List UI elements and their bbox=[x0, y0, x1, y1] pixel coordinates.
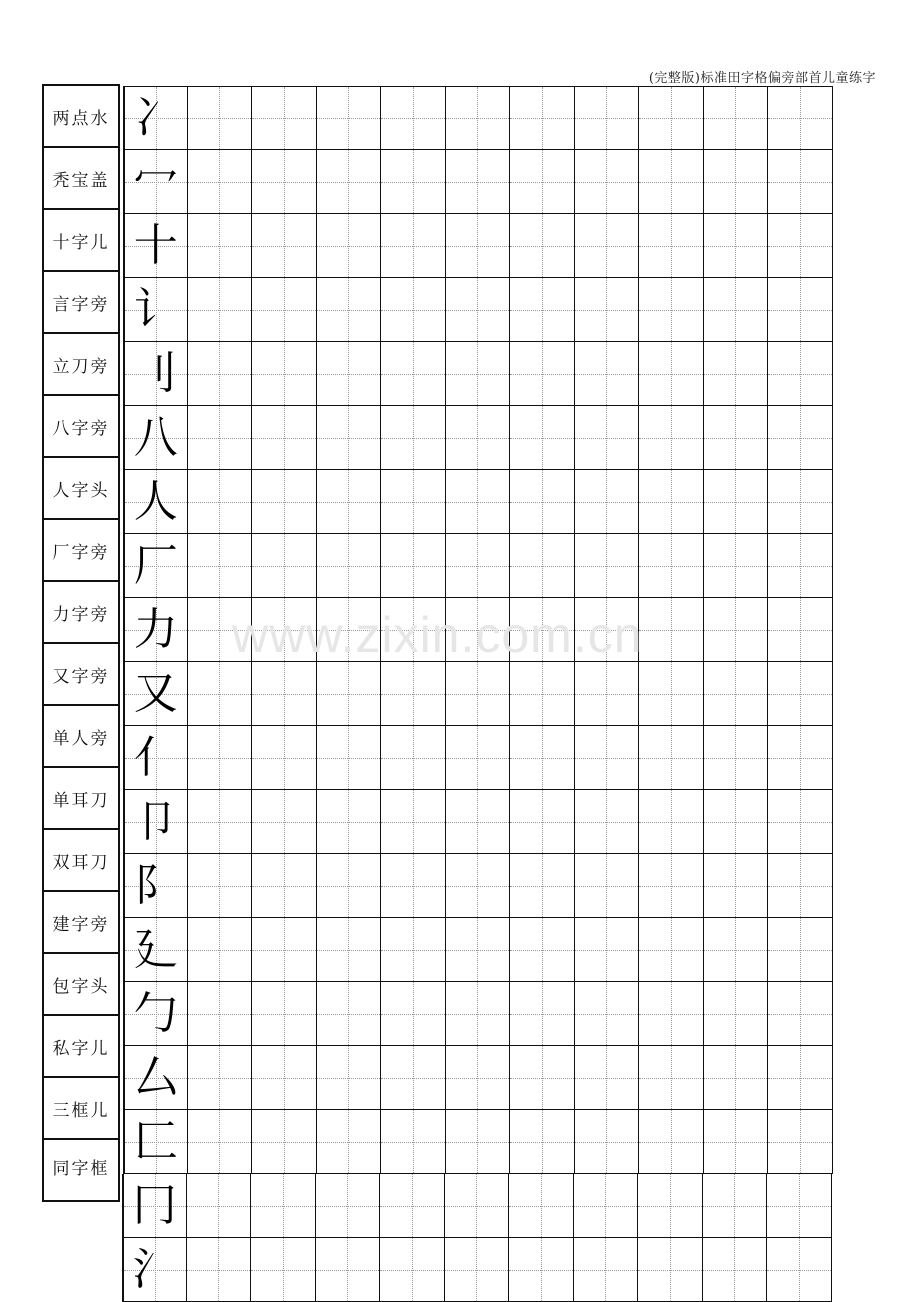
practice-cell[interactable] bbox=[381, 214, 446, 278]
practice-cell[interactable] bbox=[317, 662, 382, 726]
practice-cell[interactable] bbox=[445, 1238, 510, 1302]
practice-cell[interactable] bbox=[252, 726, 317, 790]
practice-cell[interactable] bbox=[510, 278, 575, 342]
practice-cell[interactable] bbox=[446, 534, 511, 598]
practice-row bbox=[123, 150, 833, 214]
practice-cell[interactable] bbox=[639, 790, 704, 854]
model-radical-cell bbox=[123, 150, 188, 214]
practice-cell[interactable] bbox=[575, 1110, 640, 1174]
radical-name-label: 单耳刀 bbox=[42, 766, 120, 830]
practice-cell[interactable] bbox=[381, 854, 446, 918]
practice-cell[interactable] bbox=[768, 470, 833, 534]
practice-cell[interactable] bbox=[252, 854, 317, 918]
practice-cell[interactable] bbox=[704, 470, 769, 534]
practice-cell[interactable] bbox=[252, 790, 317, 854]
practice-cell[interactable] bbox=[188, 278, 253, 342]
practice-row bbox=[123, 214, 833, 278]
model-radical-cell bbox=[123, 1110, 188, 1174]
radical-glyph: 廴 bbox=[133, 923, 178, 975]
radical-glyph: 厶 bbox=[133, 1051, 178, 1103]
practice-cell[interactable] bbox=[188, 790, 253, 854]
practice-cell[interactable] bbox=[575, 278, 640, 342]
radical-name-label: 秃宝盖 bbox=[42, 146, 120, 210]
practice-cell[interactable] bbox=[188, 726, 253, 790]
practice-cell[interactable] bbox=[381, 790, 446, 854]
radical-glyph: 冖 bbox=[133, 155, 178, 207]
practice-row bbox=[123, 1110, 833, 1174]
practice-cell[interactable] bbox=[317, 726, 382, 790]
practice-cell[interactable] bbox=[768, 598, 833, 662]
practice-row bbox=[123, 982, 833, 1046]
practice-row bbox=[123, 918, 833, 982]
practice-cell[interactable] bbox=[381, 918, 446, 982]
practice-cell[interactable] bbox=[510, 150, 575, 214]
practice-row bbox=[123, 406, 833, 470]
practice-cell[interactable] bbox=[380, 1238, 445, 1302]
practice-cell[interactable] bbox=[510, 726, 575, 790]
practice-cell[interactable] bbox=[446, 406, 511, 470]
practice-cell[interactable] bbox=[639, 1110, 704, 1174]
model-radical-cell bbox=[123, 854, 188, 918]
radical-name-label: 八字旁 bbox=[42, 394, 120, 458]
practice-cell[interactable] bbox=[768, 1046, 833, 1110]
practice-cell[interactable] bbox=[252, 342, 317, 406]
practice-cell[interactable] bbox=[639, 854, 704, 918]
practice-cell[interactable] bbox=[446, 918, 511, 982]
practice-cell[interactable] bbox=[510, 214, 575, 278]
practice-cell[interactable] bbox=[768, 150, 833, 214]
radical-glyph: 勹 bbox=[133, 987, 178, 1039]
radical-glyph: 匚 bbox=[133, 1115, 178, 1167]
practice-cell[interactable] bbox=[638, 1174, 703, 1238]
practice-cell[interactable] bbox=[575, 150, 640, 214]
practice-cell[interactable] bbox=[510, 918, 575, 982]
radical-name-column bbox=[42, 86, 120, 1202]
practice-cell[interactable] bbox=[767, 1238, 832, 1302]
radical-glyph: 冂 bbox=[132, 1179, 177, 1231]
practice-cell[interactable] bbox=[704, 342, 769, 406]
radical-glyph: 刂 bbox=[133, 347, 178, 399]
practice-cell[interactable] bbox=[575, 918, 640, 982]
radical-glyph: 讠 bbox=[133, 283, 178, 335]
practice-cell[interactable] bbox=[317, 918, 382, 982]
radical-name-label: 又字旁 bbox=[42, 642, 120, 706]
practice-cell[interactable] bbox=[317, 406, 382, 470]
model-radical-cell bbox=[122, 1174, 187, 1238]
practice-cell[interactable] bbox=[317, 214, 382, 278]
practice-cell[interactable] bbox=[446, 342, 511, 406]
practice-cell[interactable] bbox=[252, 918, 317, 982]
practice-cell[interactable] bbox=[317, 534, 382, 598]
practice-cell[interactable] bbox=[446, 982, 511, 1046]
practice-cell[interactable] bbox=[704, 1110, 769, 1174]
practice-cell[interactable] bbox=[317, 278, 382, 342]
watermark: www.zixin.com.cn bbox=[232, 607, 643, 663]
practice-cell[interactable] bbox=[768, 982, 833, 1046]
practice-cell[interactable] bbox=[639, 278, 704, 342]
practice-cell[interactable] bbox=[251, 1174, 316, 1238]
practice-cell[interactable] bbox=[575, 854, 640, 918]
practice-cell[interactable] bbox=[574, 1174, 639, 1238]
practice-cell[interactable] bbox=[510, 86, 575, 150]
practice-cell[interactable] bbox=[188, 1046, 253, 1110]
radical-name-label: 人字头 bbox=[42, 456, 120, 520]
practice-cell[interactable] bbox=[381, 726, 446, 790]
practice-cell[interactable] bbox=[575, 982, 640, 1046]
practice-cell[interactable] bbox=[188, 598, 253, 662]
radical-name-label: 建字旁 bbox=[42, 890, 120, 954]
radical-glyph: 又 bbox=[133, 667, 178, 719]
radical-name-label: 立刀旁 bbox=[42, 332, 120, 396]
radical-name-label: 三框儿 bbox=[42, 1076, 120, 1140]
practice-cell[interactable] bbox=[509, 1174, 574, 1238]
practice-cell[interactable] bbox=[381, 1046, 446, 1110]
practice-cell[interactable] bbox=[574, 1238, 639, 1302]
radical-glyph: 冫 bbox=[133, 92, 178, 143]
practice-cell[interactable] bbox=[446, 86, 511, 150]
practice-cell[interactable] bbox=[188, 214, 253, 278]
practice-cell[interactable] bbox=[510, 1046, 575, 1110]
practice-cell[interactable] bbox=[768, 342, 833, 406]
radical-name-label: 厂字旁 bbox=[42, 518, 120, 582]
practice-cell[interactable] bbox=[510, 662, 575, 726]
practice-cell[interactable] bbox=[703, 1174, 768, 1238]
practice-cell[interactable] bbox=[704, 214, 769, 278]
practice-cell[interactable] bbox=[510, 598, 575, 662]
practice-cell[interactable] bbox=[317, 1110, 382, 1174]
practice-cell[interactable] bbox=[252, 534, 317, 598]
practice-cell[interactable] bbox=[252, 1046, 317, 1110]
practice-cell[interactable] bbox=[252, 662, 317, 726]
practice-cell[interactable] bbox=[510, 534, 575, 598]
practice-cell[interactable] bbox=[317, 1046, 382, 1110]
practice-cell[interactable] bbox=[317, 150, 382, 214]
radical-name-label: 十字儿 bbox=[42, 208, 120, 272]
practice-cell[interactable] bbox=[639, 982, 704, 1046]
practice-cell[interactable] bbox=[187, 1238, 252, 1302]
practice-row bbox=[123, 1046, 833, 1110]
radical-name-label: 私字儿 bbox=[42, 1014, 120, 1078]
practice-cell[interactable] bbox=[575, 342, 640, 406]
practice-cell[interactable] bbox=[317, 790, 382, 854]
radical-name-label: 言字旁 bbox=[42, 270, 120, 334]
practice-cell[interactable] bbox=[252, 150, 317, 214]
practice-cell[interactable] bbox=[381, 150, 446, 214]
practice-cell[interactable] bbox=[639, 918, 704, 982]
practice-cell[interactable] bbox=[575, 214, 640, 278]
practice-cell[interactable] bbox=[768, 790, 833, 854]
practice-cell[interactable] bbox=[575, 726, 640, 790]
practice-cell[interactable] bbox=[317, 86, 382, 150]
practice-cell[interactable] bbox=[381, 470, 446, 534]
practice-cell[interactable] bbox=[446, 662, 511, 726]
practice-cell[interactable] bbox=[252, 278, 317, 342]
radical-name-label: 单人旁 bbox=[42, 704, 120, 768]
radical-glyph: 人 bbox=[133, 475, 178, 527]
model-radical-cell bbox=[123, 790, 188, 854]
practice-cell[interactable] bbox=[639, 662, 704, 726]
practice-cell[interactable] bbox=[381, 406, 446, 470]
practice-row bbox=[123, 598, 833, 662]
practice-cell[interactable] bbox=[252, 982, 317, 1046]
practice-cell[interactable] bbox=[575, 790, 640, 854]
practice-cell[interactable] bbox=[188, 534, 253, 598]
model-radical-cell bbox=[123, 278, 188, 342]
model-radical-cell bbox=[123, 598, 188, 662]
practice-cell[interactable] bbox=[768, 86, 833, 150]
practice-cell[interactable] bbox=[703, 1238, 768, 1302]
practice-row bbox=[123, 278, 833, 342]
practice-row bbox=[122, 1174, 833, 1238]
practice-cell[interactable] bbox=[381, 598, 446, 662]
practice-cell[interactable] bbox=[639, 86, 704, 150]
radical-name-label: 力字旁 bbox=[42, 580, 120, 644]
practice-cell[interactable] bbox=[187, 1174, 252, 1238]
practice-cell[interactable] bbox=[381, 86, 446, 150]
practice-cell[interactable] bbox=[252, 214, 317, 278]
radical-glyph: 力 bbox=[133, 603, 178, 655]
practice-cell[interactable] bbox=[252, 86, 317, 150]
practice-cell[interactable] bbox=[381, 342, 446, 406]
radical-glyph: 阝 bbox=[133, 859, 178, 911]
practice-cell[interactable] bbox=[575, 1046, 640, 1110]
practice-cell[interactable] bbox=[380, 1174, 445, 1238]
practice-row bbox=[123, 790, 833, 854]
practice-cell[interactable] bbox=[446, 790, 511, 854]
practice-cell[interactable] bbox=[509, 1238, 574, 1302]
model-radical-cell bbox=[123, 1046, 188, 1110]
practice-cell[interactable] bbox=[768, 534, 833, 598]
practice-cell[interactable] bbox=[575, 406, 640, 470]
practice-cell[interactable] bbox=[446, 598, 511, 662]
radical-glyph: 氵 bbox=[132, 1243, 177, 1295]
practice-cell[interactable] bbox=[381, 534, 446, 598]
radical-glyph: 厂 bbox=[133, 539, 178, 591]
practice-row bbox=[122, 1238, 833, 1302]
model-radical-cell bbox=[123, 726, 188, 790]
practice-cell[interactable] bbox=[251, 1238, 316, 1302]
practice-cell[interactable] bbox=[704, 854, 769, 918]
practice-row bbox=[123, 854, 833, 918]
practice-cell[interactable] bbox=[510, 1110, 575, 1174]
practice-cell[interactable] bbox=[188, 662, 253, 726]
model-radical-cell bbox=[122, 1238, 187, 1302]
radical-name-label: 双耳刀 bbox=[42, 828, 120, 892]
practice-cell[interactable] bbox=[252, 1110, 317, 1174]
practice-cell[interactable] bbox=[446, 214, 511, 278]
practice-cell[interactable] bbox=[381, 1110, 446, 1174]
practice-cell[interactable] bbox=[446, 1110, 511, 1174]
practice-cell[interactable] bbox=[188, 470, 253, 534]
practice-cell[interactable] bbox=[188, 854, 253, 918]
document-header: (完整版)标准田字格偏旁部首儿童练字 bbox=[648, 71, 876, 86]
model-radical-cell bbox=[123, 662, 188, 726]
practice-cell[interactable] bbox=[446, 470, 511, 534]
practice-cell[interactable] bbox=[381, 662, 446, 726]
practice-cell[interactable] bbox=[445, 1174, 510, 1238]
practice-cell[interactable] bbox=[316, 1238, 381, 1302]
practice-cell[interactable] bbox=[768, 214, 833, 278]
practice-cell[interactable] bbox=[704, 790, 769, 854]
practice-cell[interactable] bbox=[510, 470, 575, 534]
radical-glyph: 亻 bbox=[133, 731, 178, 783]
practice-cell[interactable] bbox=[704, 406, 769, 470]
practice-cell[interactable] bbox=[639, 150, 704, 214]
practice-cell[interactable] bbox=[768, 278, 833, 342]
practice-row bbox=[123, 86, 833, 150]
practice-cell[interactable] bbox=[638, 1238, 703, 1302]
practice-cell[interactable] bbox=[768, 854, 833, 918]
practice-cell[interactable] bbox=[317, 470, 382, 534]
model-radical-cell bbox=[123, 86, 188, 150]
practice-cell[interactable] bbox=[510, 342, 575, 406]
practice-cell[interactable] bbox=[317, 342, 382, 406]
practice-cell[interactable] bbox=[188, 982, 253, 1046]
practice-cell[interactable] bbox=[317, 598, 382, 662]
practice-cell[interactable] bbox=[639, 406, 704, 470]
practice-cell[interactable] bbox=[188, 150, 253, 214]
practice-cell[interactable] bbox=[188, 406, 253, 470]
practice-row bbox=[123, 470, 833, 534]
practice-cell[interactable] bbox=[704, 662, 769, 726]
tianzige-grid bbox=[123, 86, 833, 1302]
practice-cell[interactable] bbox=[316, 1174, 381, 1238]
practice-cell[interactable] bbox=[768, 662, 833, 726]
practice-cell[interactable] bbox=[704, 86, 769, 150]
radical-name-label: 包字头 bbox=[42, 952, 120, 1016]
radical-glyph: 卩 bbox=[133, 795, 178, 847]
practice-cell[interactable] bbox=[704, 278, 769, 342]
practice-cell[interactable] bbox=[446, 1046, 511, 1110]
practice-cell[interactable] bbox=[252, 598, 317, 662]
practice-cell[interactable] bbox=[317, 982, 382, 1046]
practice-cell[interactable] bbox=[704, 726, 769, 790]
practice-row bbox=[123, 342, 833, 406]
radical-name-label: 两点水 bbox=[42, 84, 120, 148]
practice-cell[interactable] bbox=[510, 854, 575, 918]
practice-cell[interactable] bbox=[768, 918, 833, 982]
practice-cell[interactable] bbox=[510, 982, 575, 1046]
model-radical-cell bbox=[123, 214, 188, 278]
practice-cell[interactable] bbox=[575, 470, 640, 534]
practice-cell[interactable] bbox=[446, 726, 511, 790]
radical-glyph: 八 bbox=[133, 411, 178, 463]
practice-cell[interactable] bbox=[704, 982, 769, 1046]
practice-cell[interactable] bbox=[639, 726, 704, 790]
practice-cell[interactable] bbox=[575, 662, 640, 726]
model-radical-cell bbox=[123, 342, 188, 406]
practice-cell[interactable] bbox=[188, 918, 253, 982]
model-radical-cell bbox=[123, 534, 188, 598]
practice-cell[interactable] bbox=[188, 1110, 253, 1174]
practice-cell[interactable] bbox=[381, 278, 446, 342]
model-radical-cell bbox=[123, 470, 188, 534]
radical-glyph: 十 bbox=[133, 219, 178, 271]
practice-cell[interactable] bbox=[704, 918, 769, 982]
practice-cell[interactable] bbox=[768, 406, 833, 470]
practice-cell[interactable] bbox=[317, 854, 382, 918]
practice-cell[interactable] bbox=[381, 982, 446, 1046]
practice-cell[interactable] bbox=[639, 598, 704, 662]
practice-cell[interactable] bbox=[768, 726, 833, 790]
practice-cell[interactable] bbox=[510, 790, 575, 854]
practice-cell[interactable] bbox=[639, 534, 704, 598]
practice-cell[interactable] bbox=[188, 86, 253, 150]
practice-cell[interactable] bbox=[704, 150, 769, 214]
practice-cell[interactable] bbox=[252, 406, 317, 470]
practice-cell[interactable] bbox=[575, 534, 640, 598]
practice-cell[interactable] bbox=[639, 342, 704, 406]
practice-cell[interactable] bbox=[446, 150, 511, 214]
model-radical-cell bbox=[123, 982, 188, 1046]
practice-cell[interactable] bbox=[639, 470, 704, 534]
radical-name-label: 同字框 bbox=[42, 1138, 120, 1202]
practice-cell[interactable] bbox=[704, 534, 769, 598]
practice-cell[interactable] bbox=[446, 854, 511, 918]
practice-cell[interactable] bbox=[188, 342, 253, 406]
practice-cell[interactable] bbox=[575, 86, 640, 150]
practice-cell[interactable] bbox=[446, 278, 511, 342]
practice-row bbox=[123, 534, 833, 598]
model-radical-cell bbox=[123, 918, 188, 982]
practice-cell[interactable] bbox=[575, 598, 640, 662]
practice-cell[interactable] bbox=[704, 1046, 769, 1110]
practice-cell[interactable] bbox=[704, 598, 769, 662]
practice-cell[interactable] bbox=[639, 1046, 704, 1110]
practice-cell[interactable] bbox=[767, 1174, 832, 1238]
model-radical-cell bbox=[123, 406, 188, 470]
practice-row bbox=[123, 726, 833, 790]
practice-cell[interactable] bbox=[768, 1110, 833, 1174]
practice-cell[interactable] bbox=[252, 470, 317, 534]
practice-row bbox=[123, 662, 833, 726]
practice-cell[interactable] bbox=[510, 406, 575, 470]
practice-cell[interactable] bbox=[639, 214, 704, 278]
